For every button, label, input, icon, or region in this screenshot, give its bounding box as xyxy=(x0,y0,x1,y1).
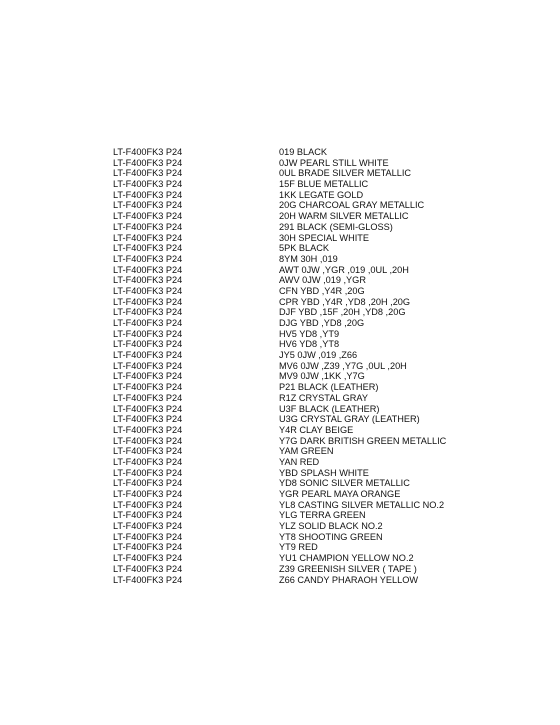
color-code-cell: 1KK LEGATE GOLD xyxy=(279,189,364,200)
color-code-cell: Y7G DARK BRITISH GREEN METALLIC xyxy=(279,435,447,446)
color-code-cell: 8YM 30H ,019 xyxy=(279,253,338,264)
part-number-cell: LT-F400FK3 P24 xyxy=(113,179,183,190)
part-number-cell: LT-F400FK3 P24 xyxy=(113,168,183,179)
part-number-cell: LT-F400FK3 P24 xyxy=(113,553,183,564)
color-code-cell: R1Z CRYSTAL GRAY xyxy=(279,392,369,403)
color-code-cell: YLZ SOLID BLACK NO.2 xyxy=(279,521,383,532)
table-row xyxy=(113,222,473,233)
color-code-cell: 20H WARM SILVER METALLIC xyxy=(279,211,409,222)
table-row xyxy=(113,532,473,543)
part-number-cell: LT-F400FK3 P24 xyxy=(113,350,183,361)
table-row xyxy=(113,307,473,318)
part-number-cell: LT-F400FK3 P24 xyxy=(113,157,183,168)
color-code-cell: YAM GREEN xyxy=(279,446,334,457)
table-row xyxy=(113,500,473,511)
color-code-cell: AWT 0JW ,YGR ,019 ,0UL ,20H xyxy=(279,264,409,275)
part-number-cell: LT-F400FK3 P24 xyxy=(113,211,183,222)
color-code-cell: 15F BLUE METALLIC xyxy=(279,179,369,190)
table-row xyxy=(113,339,473,350)
table-row xyxy=(113,275,473,286)
part-number-cell: LT-F400FK3 P24 xyxy=(113,264,183,275)
table-row xyxy=(113,436,473,447)
color-code-cell: U3F BLACK (LEATHER) xyxy=(279,403,380,414)
color-code-cell: 0UL BRADE SILVER METALLIC xyxy=(279,168,412,179)
part-number-cell: LT-F400FK3 P24 xyxy=(113,392,183,403)
color-code-cell: YLG TERRA GREEN xyxy=(279,510,366,521)
color-code-cell: DJF YBD ,15F ,20H ,YD8 ,20G xyxy=(279,307,406,318)
part-number-cell: LT-F400FK3 P24 xyxy=(113,531,183,542)
part-number-cell: LT-F400FK3 P24 xyxy=(113,424,183,435)
part-number-cell: LT-F400FK3 P24 xyxy=(113,253,183,264)
color-code-cell: MV6 0JW ,Z39 ,Y7G ,0UL ,20H xyxy=(279,360,407,371)
table-row xyxy=(113,521,473,532)
color-code-cell: YD8 SONIC SILVER METALLIC xyxy=(279,478,410,489)
part-number-cell: LT-F400FK3 P24 xyxy=(113,360,183,371)
part-number-cell: LT-F400FK3 P24 xyxy=(113,499,183,510)
table-row xyxy=(113,510,473,521)
part-number-cell: LT-F400FK3 P24 xyxy=(113,232,183,243)
table-row xyxy=(113,575,473,586)
table-row xyxy=(113,446,473,457)
color-code-cell: MV9 0JW ,1KK ,Y7G xyxy=(279,371,365,382)
table-row xyxy=(113,168,473,179)
part-number-cell: LT-F400FK3 P24 xyxy=(113,296,183,307)
table-row xyxy=(113,542,473,553)
table-row xyxy=(113,254,473,265)
part-number-cell: LT-F400FK3 P24 xyxy=(113,521,183,532)
color-code-cell: Z39 GREENISH SILVER ( TAPE ) xyxy=(279,563,417,574)
table-row xyxy=(113,286,473,297)
part-number-cell: LT-F400FK3 P24 xyxy=(113,147,183,157)
table-row xyxy=(113,361,473,372)
table-row xyxy=(113,478,473,489)
table-row xyxy=(113,489,473,500)
table-row xyxy=(113,243,473,254)
part-number-cell: LT-F400FK3 P24 xyxy=(113,371,183,382)
table-row xyxy=(113,468,473,479)
part-number-cell: LT-F400FK3 P24 xyxy=(113,563,183,574)
part-number-cell: LT-F400FK3 P24 xyxy=(113,467,183,478)
table-row xyxy=(113,414,473,425)
color-code-cell: 019 BLACK xyxy=(279,147,328,157)
color-code-cell: HV5 YD8 ,YT9 xyxy=(279,328,340,339)
table-row xyxy=(113,297,473,308)
color-code-cell: P21 BLACK (LEATHER) xyxy=(279,382,379,393)
part-number-cell: LT-F400FK3 P24 xyxy=(113,307,183,318)
part-number-cell: LT-F400FK3 P24 xyxy=(113,243,183,254)
table-row xyxy=(113,200,473,211)
part-number-cell: LT-F400FK3 P24 xyxy=(113,456,183,467)
color-code-cell: HV6 YD8 ,YT8 xyxy=(279,339,340,350)
part-number-cell: LT-F400FK3 P24 xyxy=(113,221,183,232)
table-row xyxy=(113,233,473,244)
table-row xyxy=(113,350,473,361)
color-code-cell: YU1 CHAMPION YELLOW NO.2 xyxy=(279,553,414,564)
part-number-cell: LT-F400FK3 P24 xyxy=(113,275,183,286)
part-color-table xyxy=(113,147,473,585)
part-number-cell: LT-F400FK3 P24 xyxy=(113,189,183,200)
color-code-cell: 20G CHARCOAL GRAY METALLIC xyxy=(279,200,425,211)
part-number-cell: LT-F400FK3 P24 xyxy=(113,339,183,350)
color-code-cell: 30H SPECIAL WHITE xyxy=(279,232,370,243)
table-row xyxy=(113,393,473,404)
table-row xyxy=(113,179,473,190)
part-number-cell: LT-F400FK3 P24 xyxy=(113,435,183,446)
table-row xyxy=(113,371,473,382)
color-code-cell: JY5 0JW ,019 ,Z66 xyxy=(279,350,358,361)
color-code-cell: YT9 RED xyxy=(279,542,318,553)
color-code-cell: 0JW PEARL STILL WHITE xyxy=(279,157,389,168)
color-code-cell: DJG YBD ,YD8 ,20G xyxy=(279,318,365,328)
table-row xyxy=(113,329,473,340)
color-code-cell: YT8 SHOOTING GREEN xyxy=(279,531,383,542)
color-code-cell: YGR PEARL MAYA ORANGE xyxy=(279,489,401,499)
part-number-cell: LT-F400FK3 P24 xyxy=(113,478,183,489)
color-code-cell: Z66 CANDY PHARAOH YELLOW xyxy=(279,574,419,585)
color-code-cell: YAN RED xyxy=(279,456,320,467)
part-number-cell: LT-F400FK3 P24 xyxy=(113,382,183,393)
table-row xyxy=(113,147,473,158)
table-row xyxy=(113,404,473,415)
part-number-cell: LT-F400FK3 P24 xyxy=(113,489,183,499)
part-number-cell: LT-F400FK3 P24 xyxy=(113,318,183,328)
color-code-cell: 5PK BLACK xyxy=(279,243,330,254)
color-code-cell: AWV 0JW ,019 ,YGR xyxy=(279,275,366,286)
table-row xyxy=(113,553,473,564)
part-number-cell: LT-F400FK3 P24 xyxy=(113,542,183,553)
part-number-cell: LT-F400FK3 P24 xyxy=(113,403,183,414)
table-row xyxy=(113,265,473,276)
part-number-cell: LT-F400FK3 P24 xyxy=(113,285,183,296)
color-code-cell: Y4R CLAY BEIGE xyxy=(279,424,354,435)
table-row xyxy=(113,211,473,222)
color-code-cell: CFN YBD ,Y4R ,20G xyxy=(279,285,365,296)
part-number-cell: LT-F400FK3 P24 xyxy=(113,510,183,521)
table-row xyxy=(113,158,473,169)
table-row xyxy=(113,382,473,393)
part-number-cell: LT-F400FK3 P24 xyxy=(113,574,183,585)
color-code-cell: CPR YBD ,Y4R ,YD8 ,20H ,20G xyxy=(279,296,411,307)
color-code-cell: U3G CRYSTAL GRAY (LEATHER) xyxy=(279,414,420,425)
color-code-cell: YL8 CASTING SILVER METALLIC NO.2 xyxy=(279,499,445,510)
table-row xyxy=(113,425,473,436)
table-row xyxy=(113,318,473,329)
part-number-cell: LT-F400FK3 P24 xyxy=(113,328,183,339)
table-row xyxy=(113,457,473,468)
color-code-cell: YBD SPLASH WHITE xyxy=(279,467,369,478)
part-number-cell: LT-F400FK3 P24 xyxy=(113,200,183,211)
color-code-cell: 291 BLACK (SEMI-GLOSS) xyxy=(279,221,393,232)
part-number-cell: LT-F400FK3 P24 xyxy=(113,446,183,457)
part-number-cell: LT-F400FK3 P24 xyxy=(113,414,183,425)
table-row xyxy=(113,190,473,201)
table-row xyxy=(113,564,473,575)
